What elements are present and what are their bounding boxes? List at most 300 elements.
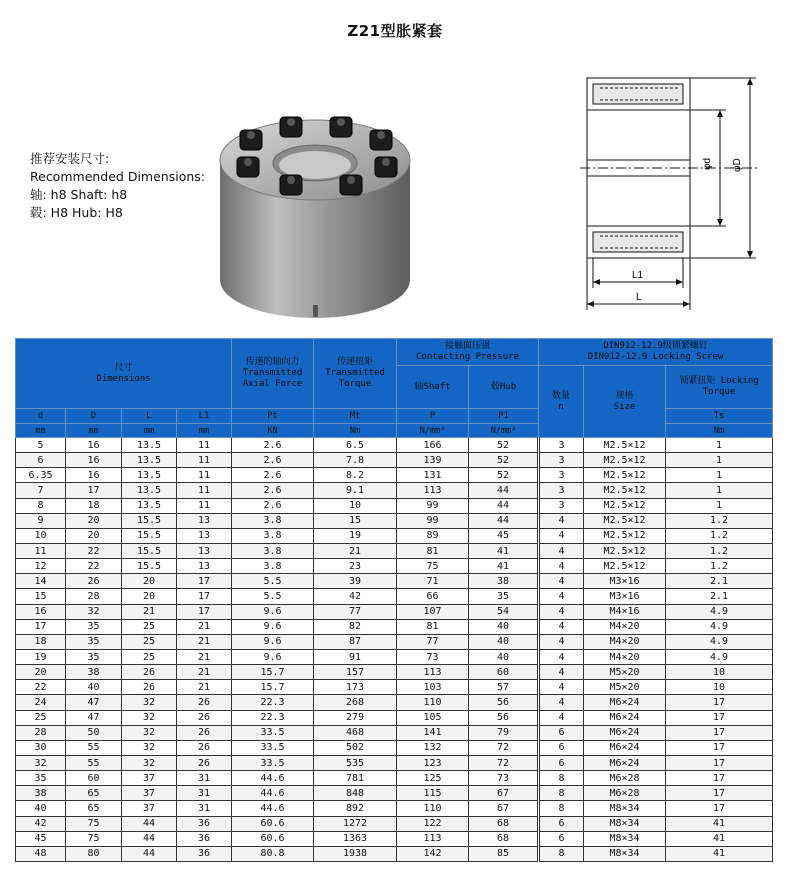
cell-P1: 35 <box>469 589 539 604</box>
cell-size: M4×20 <box>584 649 666 664</box>
cell-Pt: 9.6 <box>232 619 314 634</box>
unit-Pt: KN <box>232 424 314 438</box>
cell-Mt: 91 <box>314 649 397 664</box>
table-row <box>16 649 773 664</box>
cell-Mt: 173 <box>314 680 397 695</box>
cell-size: M4×20 <box>584 634 666 649</box>
cell-Pt: 9.6 <box>232 634 314 649</box>
cell-P: 99 <box>397 498 469 513</box>
cell-P: 131 <box>397 468 469 483</box>
cell-P1: 72 <box>469 740 539 755</box>
cell-D: 50 <box>66 725 122 740</box>
cell-L1: 17 <box>177 574 232 589</box>
cell-P: 89 <box>397 528 469 543</box>
cell-D: 26 <box>66 574 122 589</box>
cell-L: 13.5 <box>122 498 177 513</box>
cell-D: 40 <box>66 680 122 695</box>
cell-size: M8×34 <box>584 831 666 846</box>
spec-table <box>15 338 773 862</box>
cell-Ts: 17 <box>666 755 773 770</box>
cell-n: 4 <box>539 649 584 664</box>
cell-L: 15.5 <box>122 513 177 528</box>
cell-Mt: 42 <box>314 589 397 604</box>
cell-P: 115 <box>397 786 469 801</box>
cell-d: 17 <box>16 619 66 634</box>
cell-size: M6×24 <box>584 695 666 710</box>
cell-D: 18 <box>66 498 122 513</box>
cell-n: 4 <box>539 574 584 589</box>
cell-Ts: 17 <box>666 786 773 801</box>
cell-d: 22 <box>16 680 66 695</box>
cell-d: 5 <box>16 438 66 453</box>
cell-size: M8×34 <box>584 846 666 861</box>
table-row <box>16 801 773 816</box>
unit-P: N/mm² <box>397 424 469 438</box>
cell-D: 47 <box>66 695 122 710</box>
cell-d: 42 <box>16 816 66 831</box>
cell-size: M6×28 <box>584 771 666 786</box>
cell-P1: 52 <box>469 468 539 483</box>
cell-Mt: 1938 <box>314 846 397 861</box>
cell-P: 166 <box>397 438 469 453</box>
cell-L1: 31 <box>177 771 232 786</box>
cell-Ts: 1.2 <box>666 543 773 558</box>
cell-n: 8 <box>539 786 584 801</box>
cell-P1: 41 <box>469 543 539 558</box>
cell-n: 4 <box>539 559 584 574</box>
cell-d: 8 <box>16 498 66 513</box>
cell-D: 55 <box>66 740 122 755</box>
cell-P1: 52 <box>469 438 539 453</box>
cell-n: 3 <box>539 438 584 453</box>
cell-Mt: 15 <box>314 513 397 528</box>
cell-P1: 68 <box>469 816 539 831</box>
cell-d: 12 <box>16 559 66 574</box>
cell-L: 32 <box>122 710 177 725</box>
cell-L1: 21 <box>177 680 232 695</box>
cell-n: 4 <box>539 665 584 680</box>
cell-n: 3 <box>539 453 584 468</box>
cell-d: 11 <box>16 543 66 558</box>
cell-P1: 57 <box>469 680 539 695</box>
cell-n: 6 <box>539 816 584 831</box>
cell-Pt: 60.6 <box>232 831 314 846</box>
cell-Pt: 44.6 <box>232 786 314 801</box>
cell-L1: 11 <box>177 483 232 498</box>
recommended-dimensions <box>30 150 205 222</box>
table-row <box>16 710 773 725</box>
cell-Pt: 3.8 <box>232 528 314 543</box>
cell-n: 4 <box>539 513 584 528</box>
cell-d: 38 <box>16 786 66 801</box>
cell-P: 81 <box>397 543 469 558</box>
cell-L: 13.5 <box>122 468 177 483</box>
cell-size: M2.5×12 <box>584 468 666 483</box>
cell-P1: 40 <box>469 634 539 649</box>
cell-n: 3 <box>539 483 584 498</box>
cell-Pt: 2.6 <box>232 483 314 498</box>
cell-Pt: 22.3 <box>232 695 314 710</box>
cell-n: 4 <box>539 619 584 634</box>
cell-Ts: 2.1 <box>666 574 773 589</box>
unit-Mt: Nm <box>314 424 397 438</box>
cell-n: 3 <box>539 468 584 483</box>
cell-D: 35 <box>66 619 122 634</box>
cell-P1: 67 <box>469 786 539 801</box>
cell-n: 6 <box>539 831 584 846</box>
cell-P: 81 <box>397 619 469 634</box>
cell-Mt: 781 <box>314 771 397 786</box>
cell-L: 37 <box>122 801 177 816</box>
cell-L1: 17 <box>177 589 232 604</box>
cell-Ts: 4.9 <box>666 619 773 634</box>
cell-Mt: 502 <box>314 740 397 755</box>
unit-d: mm <box>16 424 66 438</box>
cell-D: 65 <box>66 801 122 816</box>
cell-Mt: 7.8 <box>314 453 397 468</box>
cell-P1: 40 <box>469 619 539 634</box>
cell-size: M6×24 <box>584 725 666 740</box>
cell-Mt: 279 <box>314 710 397 725</box>
cell-Ts: 1.2 <box>666 513 773 528</box>
cell-d: 24 <box>16 695 66 710</box>
cell-P1: 73 <box>469 771 539 786</box>
sym-d: d <box>16 409 66 424</box>
cell-Ts: 1 <box>666 483 773 498</box>
cell-L: 15.5 <box>122 543 177 558</box>
table-row <box>16 483 773 498</box>
cell-Mt: 157 <box>314 665 397 680</box>
cell-d: 25 <box>16 710 66 725</box>
cell-L1: 26 <box>177 755 232 770</box>
cell-L: 13.5 <box>122 438 177 453</box>
cell-P1: 68 <box>469 831 539 846</box>
cell-size: M5×20 <box>584 665 666 680</box>
cell-Mt: 1272 <box>314 816 397 831</box>
cell-D: 16 <box>66 468 122 483</box>
cell-d: 18 <box>16 634 66 649</box>
cell-D: 38 <box>66 665 122 680</box>
sym-L1: L1 <box>177 409 232 424</box>
cell-L1: 17 <box>177 604 232 619</box>
cell-n: 4 <box>539 543 584 558</box>
table-row <box>16 755 773 770</box>
header-locking-screw: DIN912-12.9级锁紧螺钉 DIN912-12.9 Locking Screw <box>539 339 773 366</box>
cell-L: 25 <box>122 649 177 664</box>
cell-d: 7 <box>16 483 66 498</box>
cell-Pt: 9.6 <box>232 604 314 619</box>
cell-Ts: 1 <box>666 498 773 513</box>
table-row <box>16 559 773 574</box>
cell-Mt: 82 <box>314 619 397 634</box>
cell-Ts: 1 <box>666 453 773 468</box>
cell-L1: 26 <box>177 695 232 710</box>
table-row <box>16 816 773 831</box>
cell-Mt: 8.2 <box>314 468 397 483</box>
cell-Ts: 41 <box>666 816 773 831</box>
cell-Ts: 17 <box>666 725 773 740</box>
cell-Pt: 44.6 <box>232 801 314 816</box>
sym-Ts: Ts <box>666 409 773 424</box>
cell-D: 28 <box>66 589 122 604</box>
cell-P: 73 <box>397 649 469 664</box>
cell-Pt: 44.6 <box>232 771 314 786</box>
cell-L1: 11 <box>177 468 232 483</box>
table-row <box>16 634 773 649</box>
cell-L: 25 <box>122 619 177 634</box>
dim-L-label: L <box>636 292 642 303</box>
cell-P: 110 <box>397 695 469 710</box>
cell-L1: 11 <box>177 453 232 468</box>
cell-Pt: 2.6 <box>232 438 314 453</box>
cell-P: 110 <box>397 801 469 816</box>
cell-P: 77 <box>397 634 469 649</box>
cell-Pt: 15.7 <box>232 680 314 695</box>
cell-size: M2.5×12 <box>584 453 666 468</box>
cell-L: 20 <box>122 574 177 589</box>
cell-L: 25 <box>122 634 177 649</box>
cell-n: 4 <box>539 695 584 710</box>
cell-P: 66 <box>397 589 469 604</box>
cell-Ts: 1 <box>666 438 773 453</box>
cell-Pt: 5.5 <box>232 589 314 604</box>
cell-Ts: 17 <box>666 771 773 786</box>
cell-P1: 44 <box>469 513 539 528</box>
cell-Ts: 17 <box>666 710 773 725</box>
cell-Pt: 5.5 <box>232 574 314 589</box>
rec-line-2: Recommended Dimensions: <box>30 169 205 184</box>
cell-Mt: 535 <box>314 755 397 770</box>
table-row <box>16 665 773 680</box>
page-title: Z21型胀紧套 <box>347 22 443 40</box>
cell-Ts: 1.2 <box>666 528 773 543</box>
cell-P: 105 <box>397 710 469 725</box>
cell-P1: 45 <box>469 528 539 543</box>
cell-P: 122 <box>397 816 469 831</box>
cell-L: 32 <box>122 695 177 710</box>
cell-Ts: 41 <box>666 831 773 846</box>
cell-P: 125 <box>397 771 469 786</box>
table-row <box>16 831 773 846</box>
cell-n: 4 <box>539 589 584 604</box>
sym-Mt: Mt <box>314 409 397 424</box>
cell-L1: 31 <box>177 786 232 801</box>
cell-D: 60 <box>66 771 122 786</box>
cell-D: 75 <box>66 816 122 831</box>
cell-Mt: 21 <box>314 543 397 558</box>
header-torque: 传递扭矩 Transmitted Torque <box>314 339 397 409</box>
cell-Pt: 3.8 <box>232 559 314 574</box>
cell-L1: 26 <box>177 710 232 725</box>
cell-P: 141 <box>397 725 469 740</box>
header-locking-torque: 锁紧扭矩 Locking Torque <box>666 366 773 409</box>
header-axial-force: 传递的轴向力 Transmitted Axial Force <box>232 339 314 409</box>
cell-L1: 21 <box>177 649 232 664</box>
cell-Mt: 10 <box>314 498 397 513</box>
dim-d-label: φd <box>702 157 713 170</box>
unit-P1: N/mm² <box>469 424 539 438</box>
dim-L1-label: L1 <box>632 270 644 281</box>
cell-Pt: 2.6 <box>232 453 314 468</box>
cell-Mt: 87 <box>314 634 397 649</box>
cell-Ts: 2.1 <box>666 589 773 604</box>
cell-size: M2.5×12 <box>584 513 666 528</box>
cell-L1: 21 <box>177 619 232 634</box>
cell-n: 4 <box>539 634 584 649</box>
cell-Mt: 1363 <box>314 831 397 846</box>
cell-L1: 31 <box>177 801 232 816</box>
cell-P: 132 <box>397 740 469 755</box>
cell-L: 15.5 <box>122 559 177 574</box>
cell-P1: 60 <box>469 665 539 680</box>
cell-size: M6×24 <box>584 740 666 755</box>
cell-n: 6 <box>539 740 584 755</box>
cell-L1: 36 <box>177 846 232 861</box>
cell-L1: 36 <box>177 816 232 831</box>
cell-P1: 40 <box>469 649 539 664</box>
cell-D: 47 <box>66 710 122 725</box>
cell-n: 4 <box>539 710 584 725</box>
cell-D: 75 <box>66 831 122 846</box>
table-row <box>16 513 773 528</box>
cell-n: 4 <box>539 528 584 543</box>
table-row <box>16 695 773 710</box>
cell-Ts: 1.2 <box>666 559 773 574</box>
cell-Pt: 33.5 <box>232 725 314 740</box>
cell-size: M4×16 <box>584 604 666 619</box>
cell-size: M6×24 <box>584 710 666 725</box>
cell-Ts: 17 <box>666 740 773 755</box>
cell-Pt: 9.6 <box>232 649 314 664</box>
cell-L: 32 <box>122 755 177 770</box>
header-size: 规格 Size <box>584 366 666 438</box>
cell-Pt: 80.8 <box>232 846 314 861</box>
cell-D: 65 <box>66 786 122 801</box>
table-row <box>16 619 773 634</box>
cell-Mt: 9.1 <box>314 483 397 498</box>
cell-d: 20 <box>16 665 66 680</box>
cell-P1: 67 <box>469 801 539 816</box>
table-row <box>16 604 773 619</box>
table-row <box>16 740 773 755</box>
cell-L1: 36 <box>177 831 232 846</box>
header-pressure: 接触面压强 Contacting Pressure <box>397 339 539 366</box>
cell-P: 142 <box>397 846 469 861</box>
cell-L: 21 <box>122 604 177 619</box>
cell-Pt: 2.6 <box>232 468 314 483</box>
cell-n: 6 <box>539 725 584 740</box>
unit-L1: mm <box>177 424 232 438</box>
cell-P: 71 <box>397 574 469 589</box>
cell-D: 16 <box>66 438 122 453</box>
cell-d: 16 <box>16 604 66 619</box>
cell-P1: 41 <box>469 559 539 574</box>
cell-d: 15 <box>16 589 66 604</box>
table-row <box>16 574 773 589</box>
cell-L1: 13 <box>177 559 232 574</box>
cell-Ts: 41 <box>666 846 773 861</box>
cell-L: 32 <box>122 740 177 755</box>
table-row <box>16 498 773 513</box>
cell-n: 8 <box>539 846 584 861</box>
cell-size: M3×16 <box>584 574 666 589</box>
cell-P1: 85 <box>469 846 539 861</box>
cell-L1: 26 <box>177 740 232 755</box>
sym-P: P <box>397 409 469 424</box>
cell-L: 13.5 <box>122 483 177 498</box>
cell-d: 48 <box>16 846 66 861</box>
cell-n: 4 <box>539 680 584 695</box>
cell-D: 22 <box>66 543 122 558</box>
sym-L: L <box>122 409 177 424</box>
cell-Ts: 4.9 <box>666 634 773 649</box>
table-row <box>16 680 773 695</box>
cell-L1: 26 <box>177 725 232 740</box>
rec-line-4: 毂: H8 Hub: H8 <box>30 205 123 220</box>
cell-size: M6×28 <box>584 786 666 801</box>
table-row <box>16 543 773 558</box>
cell-d: 32 <box>16 755 66 770</box>
cell-L: 13.5 <box>122 453 177 468</box>
cell-d: 40 <box>16 801 66 816</box>
cell-Pt: 60.6 <box>232 816 314 831</box>
cell-P1: 54 <box>469 604 539 619</box>
cell-P: 103 <box>397 680 469 695</box>
cell-P1: 56 <box>469 710 539 725</box>
table-row <box>16 453 773 468</box>
sym-P1: P1 <box>469 409 539 424</box>
table-row <box>16 468 773 483</box>
cell-L: 32 <box>122 725 177 740</box>
cell-D: 35 <box>66 634 122 649</box>
cell-Ts: 4.9 <box>666 604 773 619</box>
cell-L1: 13 <box>177 513 232 528</box>
cell-d: 6 <box>16 453 66 468</box>
cell-size: M6×24 <box>584 755 666 770</box>
cell-Pt: 33.5 <box>232 755 314 770</box>
cell-D: 32 <box>66 604 122 619</box>
unit-L: mm <box>122 424 177 438</box>
cell-P: 113 <box>397 483 469 498</box>
cell-size: M2.5×12 <box>584 483 666 498</box>
cell-P: 75 <box>397 559 469 574</box>
cell-n: 6 <box>539 755 584 770</box>
table-row <box>16 589 773 604</box>
cell-L: 37 <box>122 786 177 801</box>
table-row <box>16 528 773 543</box>
cell-Mt: 468 <box>314 725 397 740</box>
cell-n: 8 <box>539 771 584 786</box>
cell-P1: 52 <box>469 453 539 468</box>
cell-d: 19 <box>16 649 66 664</box>
cell-Mt: 19 <box>314 528 397 543</box>
cell-d: 35 <box>16 771 66 786</box>
cell-size: M8×34 <box>584 801 666 816</box>
cell-L: 26 <box>122 680 177 695</box>
cell-P: 123 <box>397 755 469 770</box>
cell-Ts: 17 <box>666 695 773 710</box>
dim-D-label: φD <box>732 158 743 172</box>
cell-Pt: 15.7 <box>232 665 314 680</box>
cell-size: M2.5×12 <box>584 559 666 574</box>
cell-Ts: 1 <box>666 468 773 483</box>
table-row <box>16 771 773 786</box>
cell-d: 30 <box>16 740 66 755</box>
cell-L1: 11 <box>177 438 232 453</box>
cell-size: M2.5×12 <box>584 438 666 453</box>
cell-d: 45 <box>16 831 66 846</box>
rec-line-1: 推荐安装尺寸: <box>30 151 110 166</box>
